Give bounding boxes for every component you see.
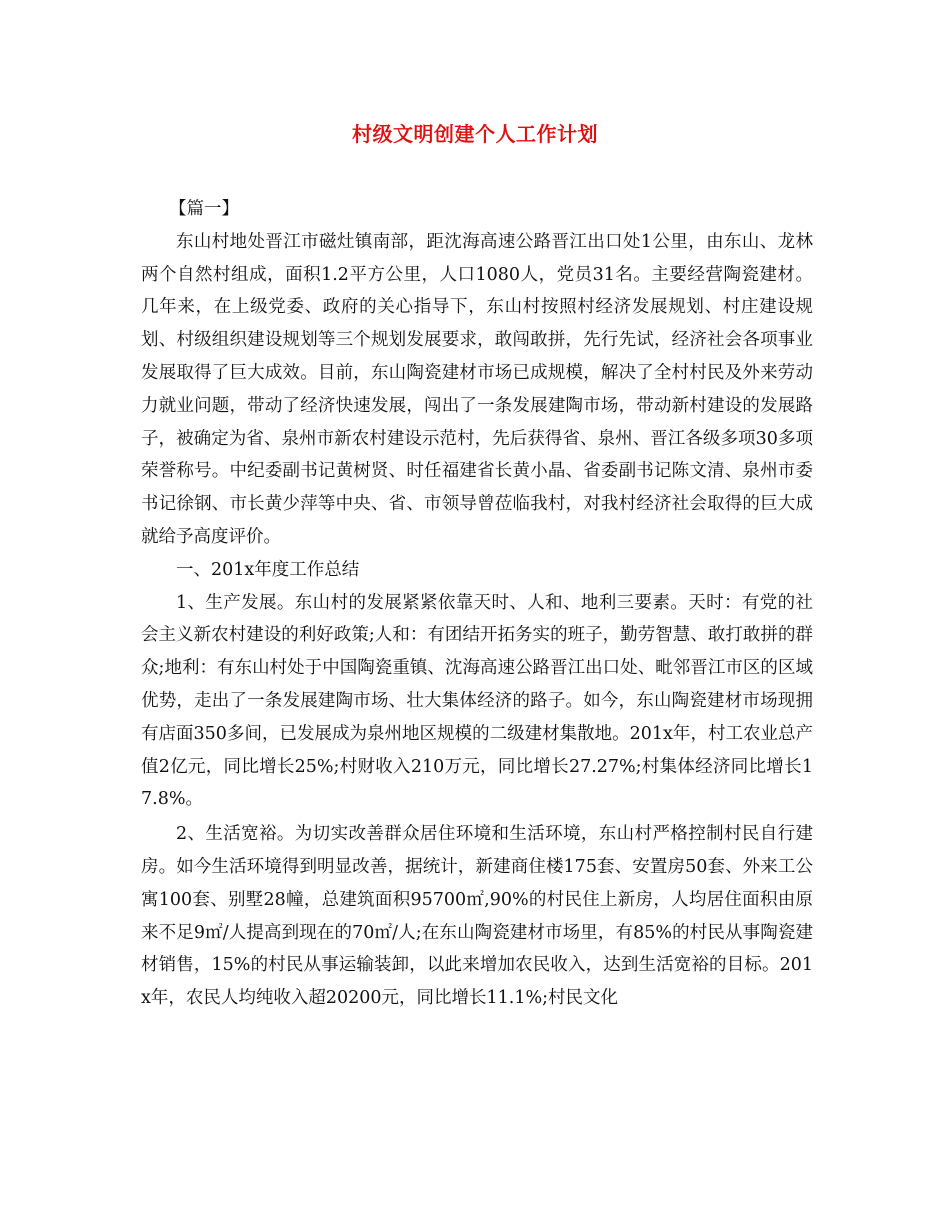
document-body: [141, 193, 813, 1015]
document-title: 村级文明创建个人工作计划: [352, 122, 598, 146]
paragraph-intro: 东山村地处晋江市磁灶镇南部，距沈海高速公路晋江出口处1公里，由东山、龙林两个自然村组成，面积1.2平方公里，人口1080人，党员31名。主要经营陶瓷建材。几年来，在上级党委、政府的关心指导下，东山村按照村经济发展规划、村庄建设规划、村级组织建设规划等三个规划发展要求，敢闯敢拼，先行先试，经济社会各项事业发展取得了巨大成效。目前，东山陶瓷建材市场已成规模，解决了全村村民及外来劳动力就业问题，带动了经济快速发展，闯出了一条发展建陶市场，带动新村建设的发展路子，被确定为省、泉州市新农村建设示范村，先后获得省、泉州、晋江各级多项30多项荣誉称号。中纪委副书记黄树贤、时任福建省长黄小晶、省委副书记陈文清、泉州市委书记徐钢、市长黄少萍等中央、省、市领导曾莅临我村，对我村经济社会取得的巨大成就给予高度评价。: [141, 231, 813, 547]
paragraph-production: 1、生产发展。东山村的发展紧紧依靠天时、人和、地利三要素。天时：有党的社会主义新农村建设的利好政策;人和：有团结开拓务实的班子，勤劳智慧、敢打敢拼的群众;地利：有东山村处于中国陶瓷重镇、沈海高速公路晋江出口处、毗邻晋江市区的区域优势，走出了一条发展建陶市场、壮大集体经济的路子。如今，东山陶瓷建材市场现拥有店面350多间，已发展成为泉州地区规模的二级建材集散地。201x年，村工农业总产值2亿元，同比增长25%;村财收入210万元，同比增长27.27%;村集体经济同比增长17.8%。: [141, 592, 813, 810]
section-label: 【篇一】: [169, 199, 239, 219]
paragraph-living: 2、生活宽裕。为切实改善群众居住环境和生活环境，东山村严格控制村民自行建房。如今生活环境得到明显改善，据统计，新建商住楼175套、安置房50套、外来工公寓100套、别墅28幢，总建筑面积95700㎡,90%的村民住上新房，人均居住面积由原来不足9㎡/人提高到现在的70㎡/人;在东山陶瓷建材市场里，有85%的村民从事陶瓷建材销售，15%的村民从事运输装卸，以此来增加农民收入，达到生活宽裕的目标。201x年，农民人均纯收入超20200元，同比增长11.1%;村民文化: [141, 824, 813, 1009]
paragraph-heading: 一、201x年度工作总结: [176, 559, 360, 580]
